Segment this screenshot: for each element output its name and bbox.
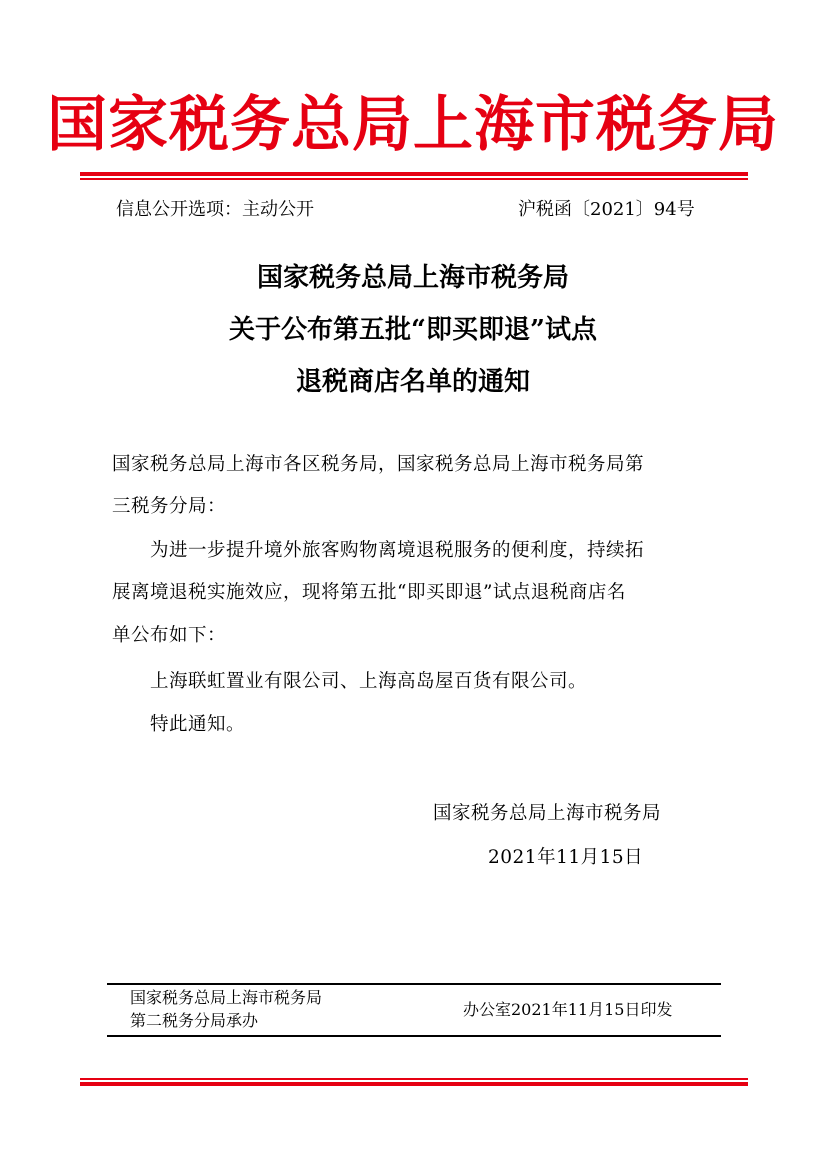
closing-text: 特此通知。: [150, 714, 246, 735]
undertaker-line-1: 国家税务总局上海市税务局: [130, 988, 323, 1007]
issue-note: 办公室2021年11月15日印发: [463, 1000, 673, 1019]
paragraph-1-line-1: 为进一步提升境外旅客购物离境退税服务的便利度，持续拓: [150, 540, 645, 561]
masthead-divider-thin: [80, 178, 748, 180]
signature-issuer: 国家税务总局上海市税务局: [433, 803, 662, 824]
paragraph-1-line-3: 单公布如下：: [112, 625, 227, 646]
disclosure-option: 信息公开选项：主动公开: [116, 199, 314, 220]
title-line-1: 国家税务总局上海市税务局: [256, 263, 569, 293]
signature-date: 2021年11月15日: [488, 847, 644, 868]
addressee-line-1: 国家税务总局上海市各区税务局，国家税务总局上海市税务局第: [112, 454, 645, 475]
document-number: 沪税函〔2021〕94号: [518, 199, 695, 220]
footer-bottom-rule: [107, 1035, 721, 1037]
title-line-3: 退税商店名单的通知: [295, 367, 530, 397]
addressee-line-2: 三税务分局：: [112, 496, 227, 517]
undertaker-line-2: 第二税务分局承办: [130, 1011, 259, 1030]
document-title: [0, 252, 826, 408]
masthead-divider-thick: [80, 172, 748, 176]
store-list-paragraph: 上海联虹置业有限公司、上海高岛屋百货有限公司。: [150, 671, 588, 692]
bottom-divider-thick: [80, 1082, 748, 1086]
paragraph-1-line-2: 展离境退税实施效应，现将第五批“即买即退”试点退税商店名: [112, 582, 626, 603]
bottom-divider-thin: [80, 1078, 748, 1080]
footer-top-rule: [107, 983, 721, 985]
title-line-2: 关于公布第五批“即买即退”试点: [229, 315, 597, 345]
masthead-title: 国家税务总局上海市税务局: [47, 90, 779, 160]
